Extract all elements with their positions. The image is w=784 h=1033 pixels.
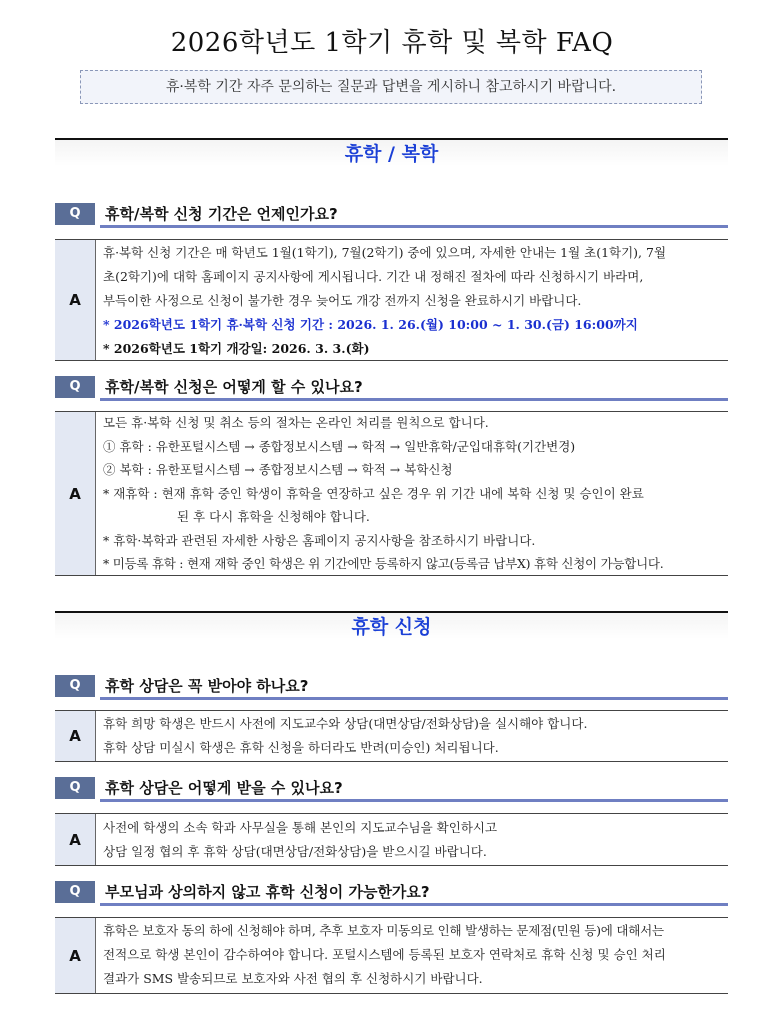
answer-line: 상담 일정 협의 후 휴학 상담(대면상담/전화상담)을 받으시길 바랍니다. [103,844,487,859]
answer-line: 부득이한 사정으로 신청이 불가한 경우 늦어도 개강 전까지 신청을 완료하시기 바랍니다. [103,293,582,308]
answer-badge: A [55,412,96,575]
answer-line: 된 후 다시 휴학을 신청해야 합니다. [177,509,370,524]
faq-answer-box [55,411,728,576]
answer-badge: A [55,240,96,360]
faq-question-row [55,881,728,906]
answer-line: ② 복학 : 유한포털시스템 → 종합정보시스템 → 학적 → 복학신청 [103,462,453,477]
faq-question-row [55,777,728,802]
answer-line: 휴학 상담 미실시 학생은 휴학 신청을 하더라도 반려(미승인) 처리됩니다. [103,740,499,755]
faq-answer-box [55,710,728,762]
faq-answer-box [55,813,728,866]
answer-line: 휴·복학 신청 기간은 매 학년도 1월(1학기), 7월(2학기) 중에 있으며, 자세한 안내는 1월 초(1학기), 7월 [103,245,667,260]
answer-line: 휴학 희망 학생은 반드시 사전에 지도교수와 상담(대면상담/전화상담)을 실시해야 합니다. [103,716,588,731]
faq-question-row [55,376,728,401]
answer-body [103,712,724,760]
answer-line: 초(2학기)에 대학 홈페이지 공지사항에 게시됩니다. 기간 내 정해진 절차에 따라 신청하시기 바라며, [103,269,644,284]
answer-body [103,816,724,864]
question-text: 휴학/복학 신청 기간은 언제인가요? [105,205,338,223]
section-header-leave-return: 휴학 / 복학 [55,138,728,166]
question-text: 부모님과 상의하지 않고 휴학 신청이 가능한가요? [105,883,430,901]
section-header-leave-application: 휴학 신청 [55,611,728,639]
question-text: 휴학 상담은 어떻게 받을 수 있나요? [105,779,343,797]
answer-line: 휴학은 보호자 동의 하에 신청해야 하며, 추후 보호자 미동의로 인해 발생하는 문제점(민원 등)에 대해서는 [103,923,664,938]
notice-banner: 휴·복학 기간 자주 문의하는 질문과 답변을 게시하니 참고하시기 바랍니다. [80,70,702,104]
semester-start-note: * 2026학년도 1학기 개강일: 2026. 3. 3.(화) [103,341,370,356]
answer-badge: A [55,814,96,865]
question-badge: Q [55,675,95,697]
faq-answer-box [55,917,728,994]
answer-line: 사전에 학생의 소속 학과 사무실을 통해 본인의 지도교수님을 확인하시고 [103,820,498,835]
application-period-note: * 2026학년도 1학기 휴·복학 신청 기간 : 2026. 1. 26.(월) 10:00 ~ 1. 30.(금) 16:00까지 [103,317,638,332]
answer-line: 모든 휴·복학 신청 및 취소 등의 절차는 온라인 처리를 원칙으로 합니다. [103,415,489,430]
answer-line: * 미등록 휴학 : 현재 재학 중인 학생은 위 기간에만 등록하지 않고(등록금 납부X) 휴학 신청이 가능합니다. [103,556,664,571]
question-underline [100,799,728,802]
question-badge: Q [55,881,95,903]
answer-body [103,411,724,576]
faq-answer-box [55,239,728,361]
question-badge: Q [55,777,95,799]
answer-line: * 재휴학 : 현재 휴학 중인 학생이 휴학을 연장하고 싶은 경우 위 기간 내에 복학 신청 및 승인이 완료 [103,485,644,501]
answer-line: 결과가 SMS 발송되므로 보호자와 사전 협의 후 신청하시기 바랍니다. [103,971,483,986]
question-underline [100,903,728,906]
question-badge: Q [55,376,95,398]
faq-question-row [55,203,728,228]
answer-badge: A [55,918,96,993]
question-underline [100,398,728,401]
question-underline [100,225,728,228]
answer-body [103,241,724,361]
question-underline [100,697,728,700]
page-title: 2026학년도 1학기 휴학 및 복학 FAQ [170,28,614,58]
question-badge: Q [55,203,95,225]
answer-body [103,919,724,991]
answer-line: 전적으로 학생 본인이 감수하여야 합니다. 포털시스템에 등록된 보호자 연락처로 휴학 신청 및 승인 처리 [103,947,666,962]
answer-line: * 휴학·복학과 관련된 자세한 사항은 홈페이지 공지사항을 참조하시기 바랍니다. [103,532,536,548]
question-text: 휴학 상담은 꼭 받아야 하나요? [105,677,309,695]
faq-question-row [55,675,728,700]
answer-line: ① 휴학 : 유한포털시스템 → 종합정보시스템 → 학적 → 일반휴학/군입대휴학(기간변경) [103,438,576,454]
answer-badge: A [55,711,96,761]
question-text: 휴학/복학 신청은 어떻게 할 수 있나요? [105,378,363,396]
